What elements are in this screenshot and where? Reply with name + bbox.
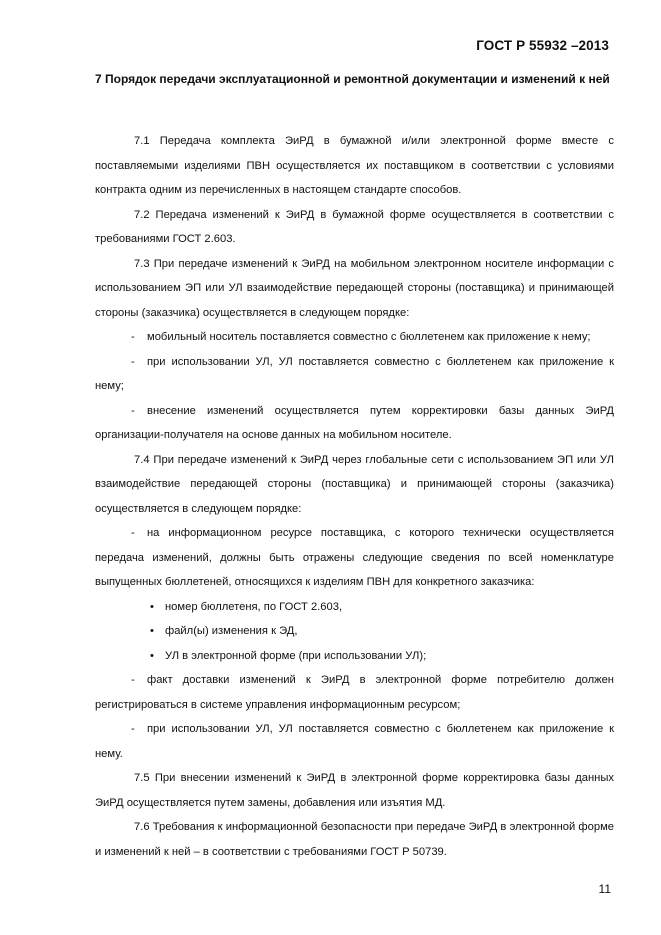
bullet-marker: • bbox=[150, 600, 154, 613]
list-item-text: факт доставки изменений к ЭиРД в электронной форме потребителю должен регистрироваться в системе управления информационным ресурсом; bbox=[95, 674, 614, 711]
list-item-text: при использовании УЛ, УЛ поставляется совместно с бюллетенем как приложение к нему. bbox=[95, 723, 614, 760]
document-body bbox=[95, 129, 614, 864]
page-number: 11 bbox=[598, 882, 611, 896]
list-item bbox=[95, 399, 614, 448]
dash-marker: - bbox=[131, 404, 135, 417]
paragraph-7-5: 7.5 При внесении изменений к ЭиРД в электронной форме корректировка базы данных ЭиРД осуществляется путем замены, добавления или изъятия МД. bbox=[95, 772, 614, 809]
dash-marker: - bbox=[131, 723, 135, 735]
document-header: ГОСТ Р 55932 –2013 bbox=[476, 38, 609, 53]
list-item bbox=[95, 668, 614, 717]
bullet-item bbox=[95, 644, 614, 669]
list-item bbox=[95, 325, 614, 350]
list-item-text: на информационном ресурсе поставщика, с которого технически осуществляется передача изменений, должны быть отражены следующие сведения по всей номенклатуре выпущенных бюллетеней, относящихся к изделиям ПВН для конкретного заказчика: bbox=[95, 527, 614, 588]
list-item bbox=[95, 521, 614, 595]
paragraph-7-4: 7.4 При передаче изменений к ЭиРД через глобальные сети с использованием ЭП или УЛ взаимодействие передающей стороны (поставщика) и принимающей стороны (заказчика) осуществляется в следующем порядке: bbox=[95, 453, 614, 515]
paragraph-7-1: 7.1 Передача комплекта ЭиРД в бумажной и/или электронной форме вместе с поставляемыми изделиями ПВН осуществляется их поставщиком в соответствии с условиями контракта одним из перечисленных в настоящем стандарте способов. bbox=[95, 135, 614, 196]
bullet-marker: • bbox=[150, 649, 154, 662]
dash-marker: - bbox=[131, 527, 135, 539]
bullet-item-text: файл(ы) изменения к ЭД, bbox=[165, 625, 298, 637]
paragraph-7-3: 7.3 При передаче изменений к ЭиРД на мобильном электронном носителе информации с использованием ЭП или УЛ взаимодействие передающей стороны (поставщика) и принимающей стороны (заказчика) осуществляется в следующем порядке: bbox=[95, 257, 614, 319]
paragraph-7-6: 7.6 Требования к информационной безопасности при передаче ЭиРД в электронной форме и изменений к ней – в соответствии с требованиями ГОСТ Р 50739. bbox=[95, 821, 614, 858]
bullet-marker: • bbox=[150, 625, 154, 637]
bullet-item bbox=[95, 619, 614, 644]
dash-marker: - bbox=[131, 331, 135, 343]
dash-marker: - bbox=[131, 355, 135, 368]
list-item-text: внесение изменений осуществляется путем корректировки базы данных ЭиРД организации-получателя на основе данных на мобильном носителе. bbox=[95, 404, 614, 441]
list-item-text: при использовании УЛ, УЛ поставляется совместно с бюллетенем как приложение к нему; bbox=[95, 355, 614, 392]
bullet-item-text: номер бюллетеня, по ГОСТ 2.603, bbox=[165, 600, 343, 613]
section-title: 7 Порядок передачи эксплуатационной и ремонтной документации и изменений к ней bbox=[95, 72, 610, 86]
list-item bbox=[95, 350, 614, 399]
bullet-item-text: УЛ в электронной форме (при использовании УЛ); bbox=[165, 649, 427, 662]
dash-marker: - bbox=[131, 674, 135, 686]
list-item-text: мобильный носитель поставляется совместно с бюллетенем как приложение к нему; bbox=[147, 331, 591, 343]
paragraph-7-2: 7.2 Передача изменений к ЭиРД в бумажной форме осуществляется в соответствии с требованиями ГОСТ 2.603. bbox=[95, 208, 614, 245]
list-item bbox=[95, 717, 614, 766]
bullet-item bbox=[95, 595, 614, 620]
